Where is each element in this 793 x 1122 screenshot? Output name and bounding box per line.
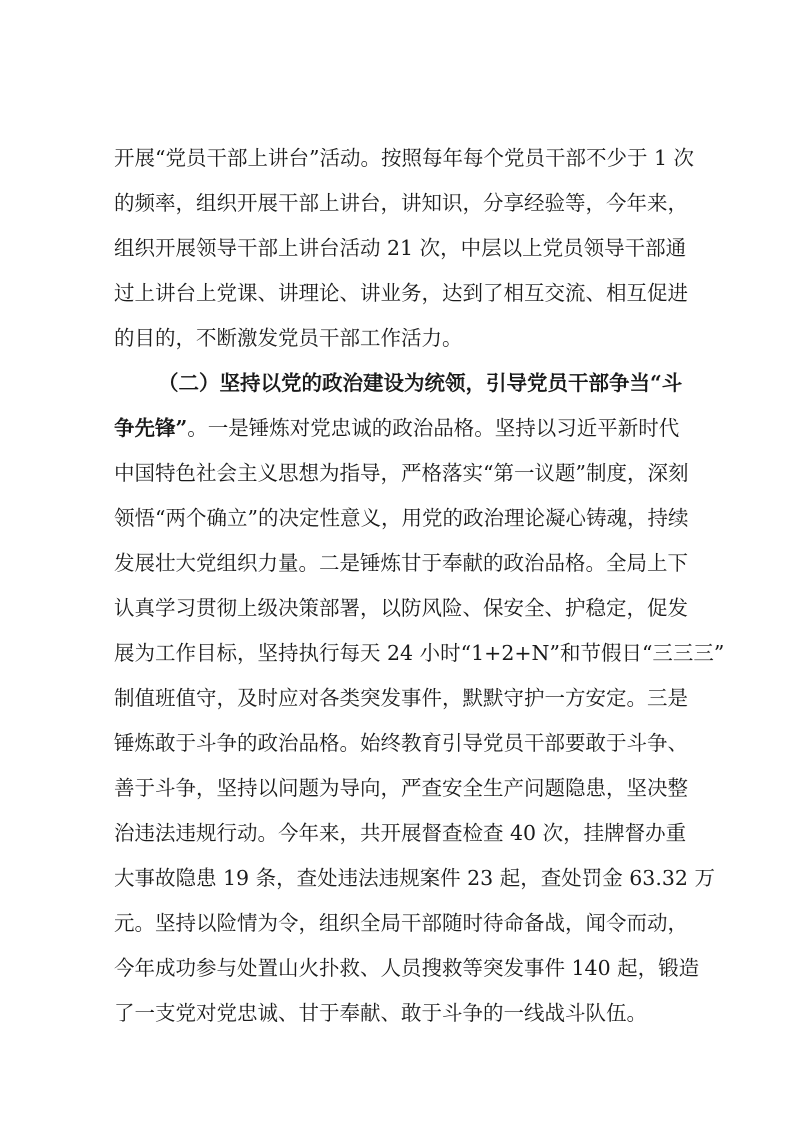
body-text-line: 过上讲台上党课、讲理论、讲业务，达到了相互交流、相互促进 [114, 281, 688, 305]
section-heading-line: （二）坚持以党的政治建设为统领，引导党员干部争当“斗 [158, 371, 683, 395]
body-text-line: 大事故隐患 19 条，查处违法违规案件 23 起，查处罚金 63.32 万 [114, 866, 715, 890]
body-text-line: 元。坚持以险情为令，组织全局干部随时待命备战，闻令而动， [114, 911, 688, 935]
body-text-line: 治违法违规行动。今年来，共开展督查检查 40 次，挂牌督办重 [114, 821, 687, 845]
body-text-line: 的频率，组织开展干部上讲台，讲知识，分享经验等，今年来， [114, 191, 688, 215]
body-text-line: 了一支党对党忠诚、甘于奉献、敢于斗争的一线战斗队伍。 [114, 1001, 647, 1025]
body-text-line: 制值班值守，及时应对各类突发事件，默默守护一方安定。三是 [114, 686, 688, 710]
body-text-line: 善于斗争，坚持以问题为导向，严查安全生产问题隐患，坚决整 [114, 776, 688, 800]
body-text-line: 组织开展领导干部上讲台活动 21 次，中层以上党员领导干部通 [114, 236, 687, 260]
body-text-line: 今年成功参与处置山火扑救、人员搜救等突发事件 140 起，锻造 [114, 956, 700, 980]
body-text-line: 中国特色社会主义思想为指导，严格落实“第一议题”制度，深刻 [114, 461, 689, 485]
body-text-line: 开展“党员干部上讲台”活动。按照每年每个党员干部不少于 1 次 [114, 146, 695, 170]
section-heading-continuation [114, 411, 682, 445]
body-text-line: 认真学习贯彻上级决策部署，以防风险、保安全、护稳定，促发 [114, 596, 688, 620]
body-text-line: 的目的，不断激发党员干部工作活力。 [114, 326, 463, 350]
body-text-line: 锤炼敢于斗争的政治品格。始终教育引导党员干部要敢于斗争、 [114, 731, 688, 755]
section-heading-tail: 争先锋” [114, 416, 188, 440]
body-text-line: 领悟“两个确立”的决定性意义，用党的政治理论凝心铸魂，持续 [114, 506, 689, 530]
body-text-line: 展为工作目标，坚持执行每天 24 小时“1+2+N”和节假日“三三三” [114, 641, 725, 665]
body-text-run: 。一是锤炼对党忠诚的政治品格。坚持以习近平新时代 [187, 416, 680, 440]
body-text-line: 发展壮大党组织力量。二是锤炼甘于奉献的政治品格。全局上下 [114, 551, 688, 575]
